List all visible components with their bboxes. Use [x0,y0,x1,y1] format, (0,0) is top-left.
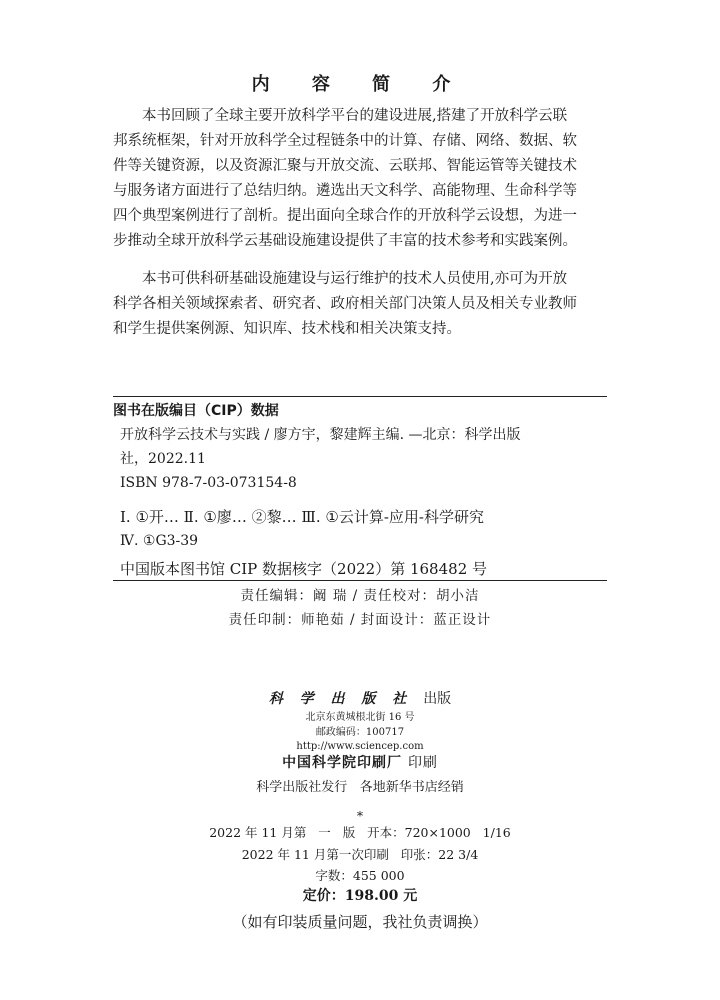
printing-line: 2022 年 11 月第一次印刷 印张：22 3/4 [241,847,479,862]
word-count: 字数：455 000 [315,868,405,883]
print-label: 印刷 [407,755,438,771]
printer-line [0,752,720,772]
paragraph-line: 与服务诸方面进行了总结归纳。遴选出天文科学、高能物理、生命科学等 [113,183,577,199]
paragraph-line: 邦系统框架，针对开放科学全过程链条中的计算、存储、网络、数据、软 [113,133,577,149]
cip-bottom-rule [113,580,607,581]
paragraph-line: 和学生提供案例源、知识库、技术栈和相关决策支持。 [113,321,461,337]
paragraph-line: 本书回顾了全球主要开放科学平台的建设进展,搭建了开放科学云联 [142,108,568,124]
paragraph-line: 步推动全球开放科学云基础设施建设提供了丰富的技术参考和实践案例。 [113,233,577,249]
publisher-website: http://www.sciencep.com [296,741,424,752]
distribution-line: 科学出版社发行 各地新华书店经销 [256,780,464,795]
responsibility-line: 责任印制：师艳茹 / 封面设计：蓝正设计 [228,612,492,628]
paragraph-line: 本书可供科研基础设施建设与运行维护的技术人员使用,亦可为开放 [142,271,568,287]
paragraph-line: 四个典型案例进行了剖析。提出面向全球合作的开放科学云设想，为进一 [113,208,577,224]
cip-classification: Ⅰ. ①开… Ⅱ. ①廖… ②黎… Ⅲ. ①云计算-应用-科学研究 [120,508,484,526]
cip-line: 开放科学云技术与实践 / 廖方宇，黎建辉主编. —北京：科学出版 [120,427,521,443]
cip-isbn: ISBN 978-7-03-073154-8 [120,475,297,491]
publisher-logotype: 科 学 出 版 社 [268,691,413,707]
edition-line: 2022 年 11 月第 一 版 开本：720×1000 1/16 [209,825,511,840]
summary-paragraph-2 [113,267,607,342]
summary-paragraph-1 [113,104,607,254]
publisher-postcode: 邮政编码：100717 [315,727,405,738]
paragraph-line: 科学各相关领域探索者、研究者、政府相关部门决策人员及相关专业教师 [113,296,577,312]
publisher-address: 北京东黄城根北街 16 号 [305,712,415,723]
responsibility-line: 责任编辑：阚 瑞 / 责任校对：胡小洁 [240,588,480,604]
quality-notice: （如有印装质量问题，我社负责调换） [232,913,488,931]
publisher-name [0,688,720,708]
cip-record-number: 中国版本图书馆 CIP 数据核字（2022）第 168482 号 [120,560,488,578]
cip-heading: 图书在版编目（CIP）数据 [113,403,279,419]
summary-title: 内 容 简 介 [251,74,469,95]
price: 定价：198.00 元 [302,888,418,904]
cip-classification: Ⅳ. ①G3-39 [120,533,199,549]
cip-top-rule [113,396,607,397]
printer-logotype: 中国科学院印刷厂 [282,755,403,771]
cip-line: 社，2022.11 [120,451,206,467]
paragraph-line: 件等关键资源，以及资源汇聚与开放交流、云联邦、智能运管等关键技术 [113,158,577,174]
publish-label: 出版 [423,691,452,707]
separator-star: * [356,808,364,823]
